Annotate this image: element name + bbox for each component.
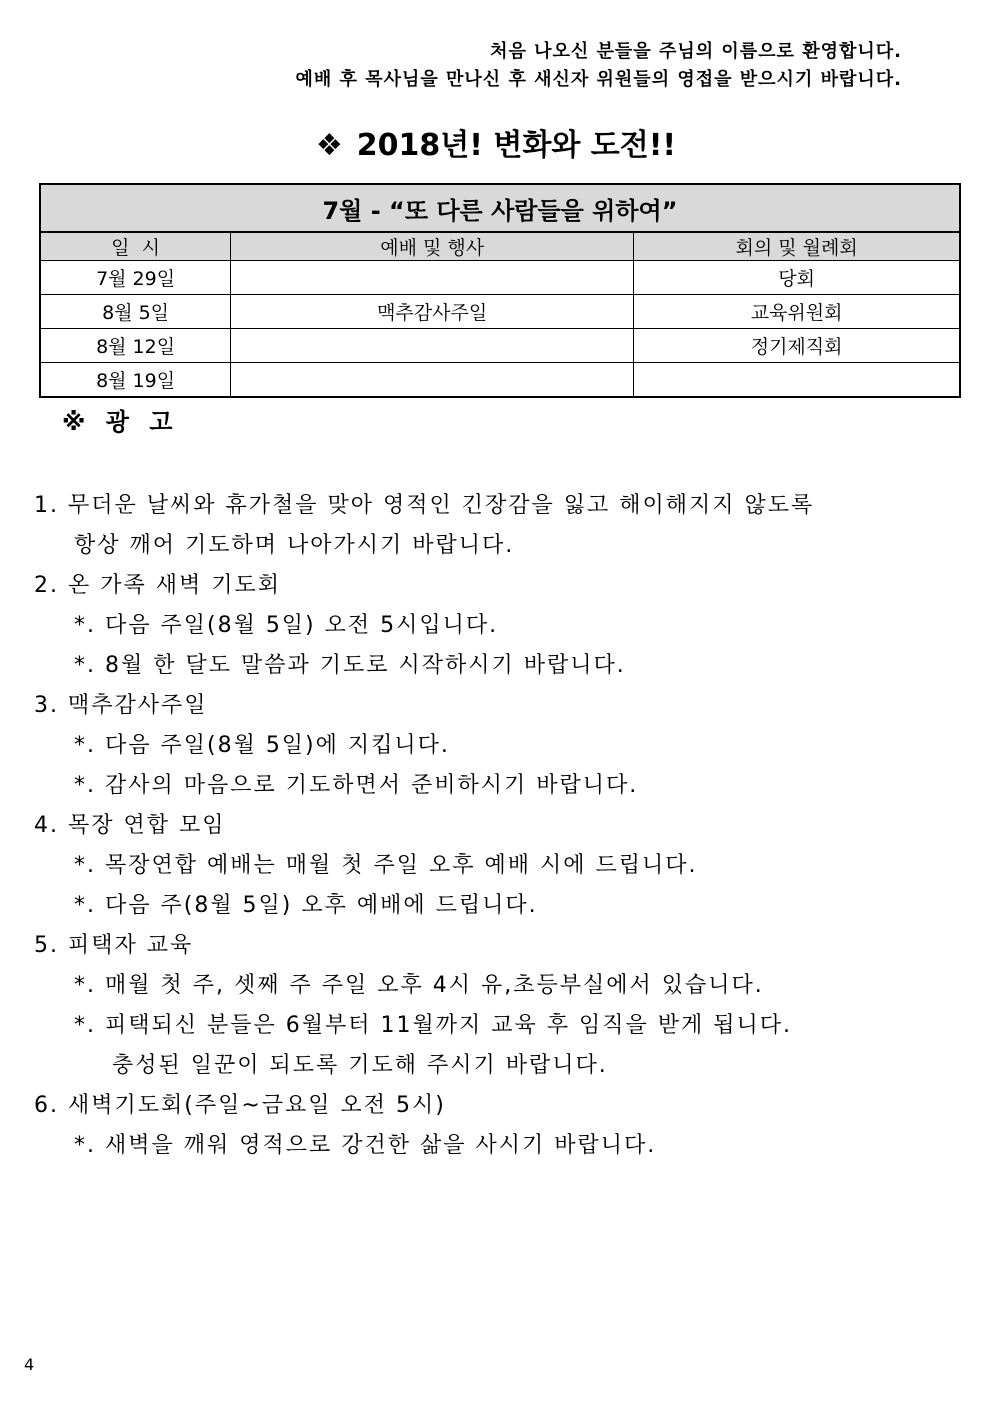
header-event: 예배 및 행사 [231,232,634,261]
announcements-heading: ※ 광 고 [62,408,179,436]
headline-text: 2018년! 변화와 도전!! [356,128,677,163]
announcement-item: 5. 피택자 교육 [34,933,194,958]
diamond-bullet-icon: ❖ [315,128,343,163]
row-event: 맥추감사주일 [231,295,634,329]
row-meeting: 정기제직회 [634,329,960,363]
welcome-line-1: 처음 나오신 분들을 주님의 이름으로 환영합니다. [490,41,902,62]
row-event [231,363,634,398]
page-number: 4 [24,1355,35,1374]
row-date: 8월 5일 [40,295,231,329]
row-date: 8월 12일 [40,329,231,363]
announcement-detail: *. 매월 첫 주, 셋째 주 주일 오후 4시 유,초등부실에서 있습니다. [74,973,764,998]
welcome-message [296,38,903,94]
row-event [231,261,634,295]
announcement-item: 6. 새벽기도회(주일~금요일 오전 5시) [34,1093,446,1118]
row-event [231,329,634,363]
header-meeting: 회의 및 월례회 [634,232,960,261]
table-row [40,363,960,398]
page-headline [0,120,992,164]
announcement-detail: 충성된 일꾼이 되도록 기도해 주시기 바랍니다. [112,1053,608,1078]
announcement-detail: *. 다음 주일(8월 5일)에 지킵니다. [74,733,450,758]
announcement-detail: *. 다음 주(8월 5일) 오후 예배에 드립니다. [74,893,538,918]
announcements-list [34,486,954,1166]
table-row [40,261,960,295]
row-meeting [634,363,960,398]
announcement-detail: *. 감사의 마음으로 기도하면서 준비하시기 바랍니다. [74,773,639,798]
row-date: 8월 19일 [40,363,231,398]
row-date: 7월 29일 [40,261,231,295]
row-meeting: 당회 [634,261,960,295]
month-title-row [40,184,960,232]
monthly-schedule-table [39,183,961,398]
announcement-item: 4. 목장 연합 모임 [34,813,226,838]
table-row [40,295,960,329]
announcement-detail: *. 8월 한 달도 말씀과 기도로 시작하시기 바랍니다. [74,653,626,678]
table-header-row [40,232,960,261]
welcome-line-2: 예배 후 목사님을 만나신 후 새신자 위원들의 영접을 받으시기 바랍니다. [295,69,902,90]
announcement-detail: *. 피택되신 분들은 6월부터 11월까지 교육 후 임직을 받게 됩니다. [74,1013,792,1038]
announcement-item: 3. 맥추감사주일 [34,693,208,718]
table-row [40,329,960,363]
announcement-detail: *. 새벽을 깨워 영적으로 강건한 삶을 사시기 바랍니다. [74,1133,657,1158]
month-title: 7월 - “또 다른 사람들을 위하여” [40,184,960,232]
announcement-detail: *. 다음 주일(8월 5일) 오전 5시입니다. [74,613,499,638]
announcement-item: 1. 무더운 날씨와 휴가철을 맞아 영적인 긴장감을 잃고 해이해지지 않도록 [34,493,815,518]
announcement-item: 2. 온 가족 새벽 기도회 [34,573,281,598]
announcement-detail: 항상 깨어 기도하며 나아가시기 바랍니다. [74,533,515,558]
announcement-detail: *. 목장연합 예배는 매월 첫 주일 오후 예배 시에 드립니다. [74,853,698,878]
row-meeting: 교육위원회 [634,295,960,329]
header-date: 일 시 [40,232,231,261]
